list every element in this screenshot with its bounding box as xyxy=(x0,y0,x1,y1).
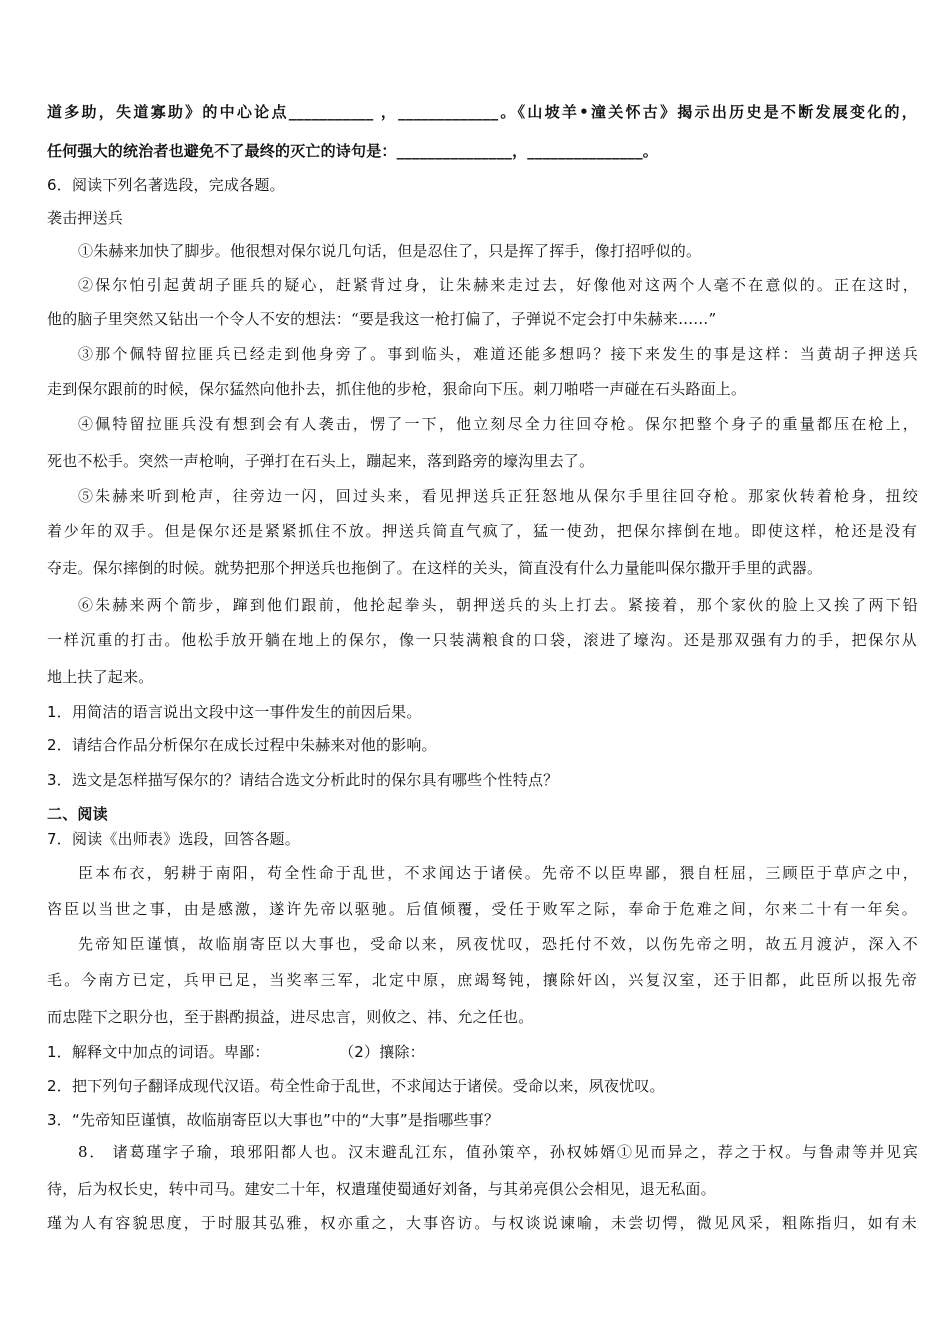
q7-sub-3: 3．“先帝知臣谨慎，故临崩寄臣以大事也”中的“大事”是指哪些事？ xyxy=(47,1111,500,1129)
q7-sub-1: 1．解释文中加点的词语。卑鄙： （2）攘除： xyxy=(47,1043,425,1061)
section-heading-reading: 二、阅读 xyxy=(47,805,108,823)
passage-title: 袭击押送兵 xyxy=(47,209,124,227)
question-8-passage-cont: 待，后为权长史，转中司马。建安二十年，权遣瑾使蜀通好刘备，与其弟亮俱公会相见，退无私面。 xyxy=(47,1180,716,1198)
passage-para-5-cont-2: 夺走。保尔摔倒的时候。就势把那个押送兵也拖倒了。在这样的关头，简直没有什么力量能叫保尔撒开手里的武器。 xyxy=(47,559,823,577)
passage-para-6-cont-1: 一样沉重的打击。他松手放开躺在地上的保尔，像一只装满粮食的口袋，滚进了壕沟。还是那双强有力的手，把保尔从 xyxy=(47,631,917,649)
passage-para-6-cont-2: 地上扶了起来。 xyxy=(47,668,154,686)
passage-para-4: ④佩特留拉匪兵没有想到会有人袭击，愣了一下，他立刻尽全力往回夺枪。保尔把整个身子的重量都压在枪上， xyxy=(78,415,918,433)
passage-para-3: ③那个佩特留拉匪兵已经走到他身旁了。事到临头，难道还能多想吗？接下来发生的事是这样：当黄胡子押送兵 xyxy=(78,345,918,363)
question-8-passage-para-2: 瑾为人有容貌思度，于时服其弘雅，权亦重之，大事咨访。与权谈说谏喻，未尝切愕，微见风采，粗陈指归，如有未 xyxy=(47,1214,917,1232)
passage-para-4-cont: 死也不松手。突然一声枪响，子弹打在石头上，蹦起来，落到路旁的壕沟里去了。 xyxy=(47,452,595,470)
passage-para-2-cont: 他的脑子里突然又钻出一个令人不安的想法：“要是我这一枪打偏了，子弹说不定会打中朱赫来……” xyxy=(47,310,717,328)
q7-sub-2: 2．把下列句子翻译成现代汉语。苟全性命于乱世，不求闻达于诸侯。受命以来，夙夜忧叹。 xyxy=(47,1077,665,1095)
chushibiao-para-1: 臣本布衣，躬耕于南阳，苟全性命于乱世，不求闻达于诸侯。先帝不以臣卑鄙，猥自枉屈，三顾臣于草庐之中， xyxy=(78,864,918,882)
question-6-title: 6．阅读下列名著选段，完成各题。 xyxy=(47,176,285,194)
chushibiao-para-2: 先帝知臣谨慎，故临崩寄臣以大事也，受命以来，夙夜忧叹，恐托付不效，以伤先帝之明，故五月渡泸，深入不 xyxy=(78,935,918,953)
chushibiao-para-2-cont-2: 而忠陛下之职分也，至于斟酌损益，进尽忠言，则攸之、祎、允之任也。 xyxy=(47,1008,534,1026)
chushibiao-para-2-cont-1: 毛。今南方已定，兵甲已足，当奖率三军，北定中原，庶竭驽钝，攘除奸凶，兴复汉室，还于旧都，此臣所以报先帝 xyxy=(47,971,917,989)
q6-sub-1: 1．用简洁的语言说出文段中这一事件发生的前因后果。 xyxy=(47,703,422,721)
text-line-1: 道多助，失道寡助》的中心论点___________ ，_____________。《山坡羊•潼关怀古》揭示出历史是不断发展变化的， xyxy=(47,103,917,121)
passage-para-6: ⑥朱赫来两个箭步，蹿到他们跟前，他抡起拳头，朝押送兵的头上打去。紧接着，那个家伙的脸上又挨了两下铅 xyxy=(78,596,918,614)
passage-para-3-cont: 走到保尔跟前的时候，保尔猛然向他扑去，抓住他的步枪，狠命向下压。刺刀啪嗒一声碰在石头路面上。 xyxy=(47,380,747,398)
q6-sub-3: 3．选文是怎样描写保尔的？请结合选文分析此时的保尔具有哪些个性特点？ xyxy=(47,771,559,789)
passage-para-1: ①朱赫来加快了脚步。他很想对保尔说几句话，但是忍住了，只是挥了挥手，像打招呼似的。 xyxy=(78,242,702,260)
passage-para-5: ⑤朱赫来听到枪声，往旁边一闪，回过头来，看见押送兵正狂怒地从保尔手里往回夺枪。那家伙转着枪身，扭绞 xyxy=(78,487,918,505)
chushibiao-para-1-cont: 咨臣以当世之事，由是感激，遂许先帝以驱驰。后值倾覆，受任于败军之际，奉命于危难之间，尔来二十有一年矣。 xyxy=(47,900,917,918)
q6-sub-2: 2．请结合作品分析保尔在成长过程中朱赫来对他的影响。 xyxy=(47,736,437,754)
passage-para-5-cont-1: 着少年的双手。但是保尔还是紧紧抓住不放。押送兵简直气疯了，猛一使劲，把保尔摔倒在地。即使这样，枪还是没有 xyxy=(47,522,917,540)
question-7-title: 7．阅读《出师表》选段，回答各题。 xyxy=(47,830,300,848)
passage-para-2: ②保尔怕引起黄胡子匪兵的疑心，赶紧背过身，让朱赫来走过去，好像他对这两个人毫不在意似的。正在这时， xyxy=(78,276,918,294)
question-8-passage: 8． 诸葛瑾字子瑜，琅邪阳都人也。汉末避乱江东，值孙策卒，孙权姊婿①见而异之，荐之于权。与鲁肃等并见宾 xyxy=(78,1143,918,1161)
text-line-2: 任何强大的统治者也避免不了最终的灭亡的诗句是：_______________，_______________。 xyxy=(47,142,659,160)
